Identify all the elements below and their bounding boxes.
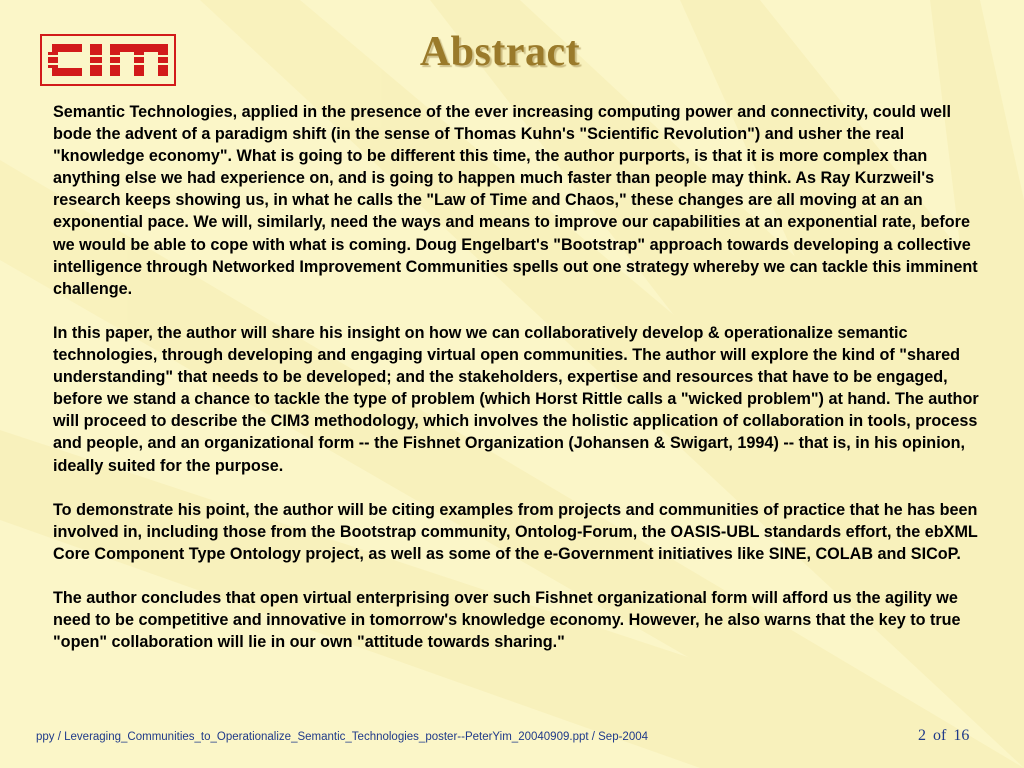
page-current: 2 <box>918 727 926 744</box>
abstract-paragraph-2: In this paper, the author will share his insight on how we can collaboratively develop & operationalize semantic technologies, through developing and engaging virtual open communities. The author will explore the kind of "shared understanding" that needs to be developed; and the stakeholders, expertise and resources that have to be engaged, before we stand a chance to tackle the type of problem (which Horst Rittle calls a "wicked problem") at hand. The author will proceed to describe the CIM3 methodology, which involves the holistic application of collaboration in tools, process and people, and an organizational form -- the Fishnet Organization (Johansen & Swigart, 1994) -- that is, in his opinion, ideally suited for the purpose. <box>53 323 979 475</box>
abstract-paragraph-3: To demonstrate his point, the author will be citing examples from projects and communities of practice that he has been involved in, including those from the Bootstrap community, Ontolog-Forum, the OASIS-UBL standards effort, the ebXML Core Component Type Ontology project, as well as some of the e-Government initiatives like SINE, COLAB and SICoP. <box>53 500 978 563</box>
footer-filename: ppy / Leveraging_Communities_to_Operationalize_Semantic_Technologies_poster--PeterYim_20040909.ppt / Sep-2004 <box>36 731 649 743</box>
page-total: 16 <box>953 727 970 744</box>
abstract-paragraph-1: Semantic Technologies, applied in the presence of the ever increasing computing power and connectivity, could well bode the advent of a paradigm shift (in the sense of Thomas Kuhn's "Scientific Revolution") and usher the real "knowledge economy". What is going to be different this time, the author purports, is that it is more complex than anything else we had experience on, and is going to happen much faster than people may think. As Ray Kurzweil's research keeps showing us, in what he calls the "Law of Time and Chaos," these changes are all moving at an an exponential pace. We will, similarly, need the ways and means to improve our capabilities at an exponential rate, before we would be able to cope with what is coming. Doug Engelbart's "Bootstrap" approach towards developing a collective intelligence through Networked Improvement Communities spells out one strategy whereby we can tackle this imminent challenge. <box>53 103 978 298</box>
abstract-paragraph-4: The author concludes that open virtual enterprising over such Fishnet organizational form will afford us the agility we need to be competitive and innovative in tomorrow's knowledge economy. However, he also warns that the key to true "open" collaboration will lie in our own "attitude towards sharing." <box>53 589 961 652</box>
abstract-body <box>53 101 993 675</box>
cim-logo-graphic <box>42 36 174 84</box>
page-of-label: of <box>933 727 947 744</box>
cim-logo <box>40 34 176 86</box>
slide-title: Abstract <box>419 29 581 75</box>
page-number <box>918 727 972 745</box>
